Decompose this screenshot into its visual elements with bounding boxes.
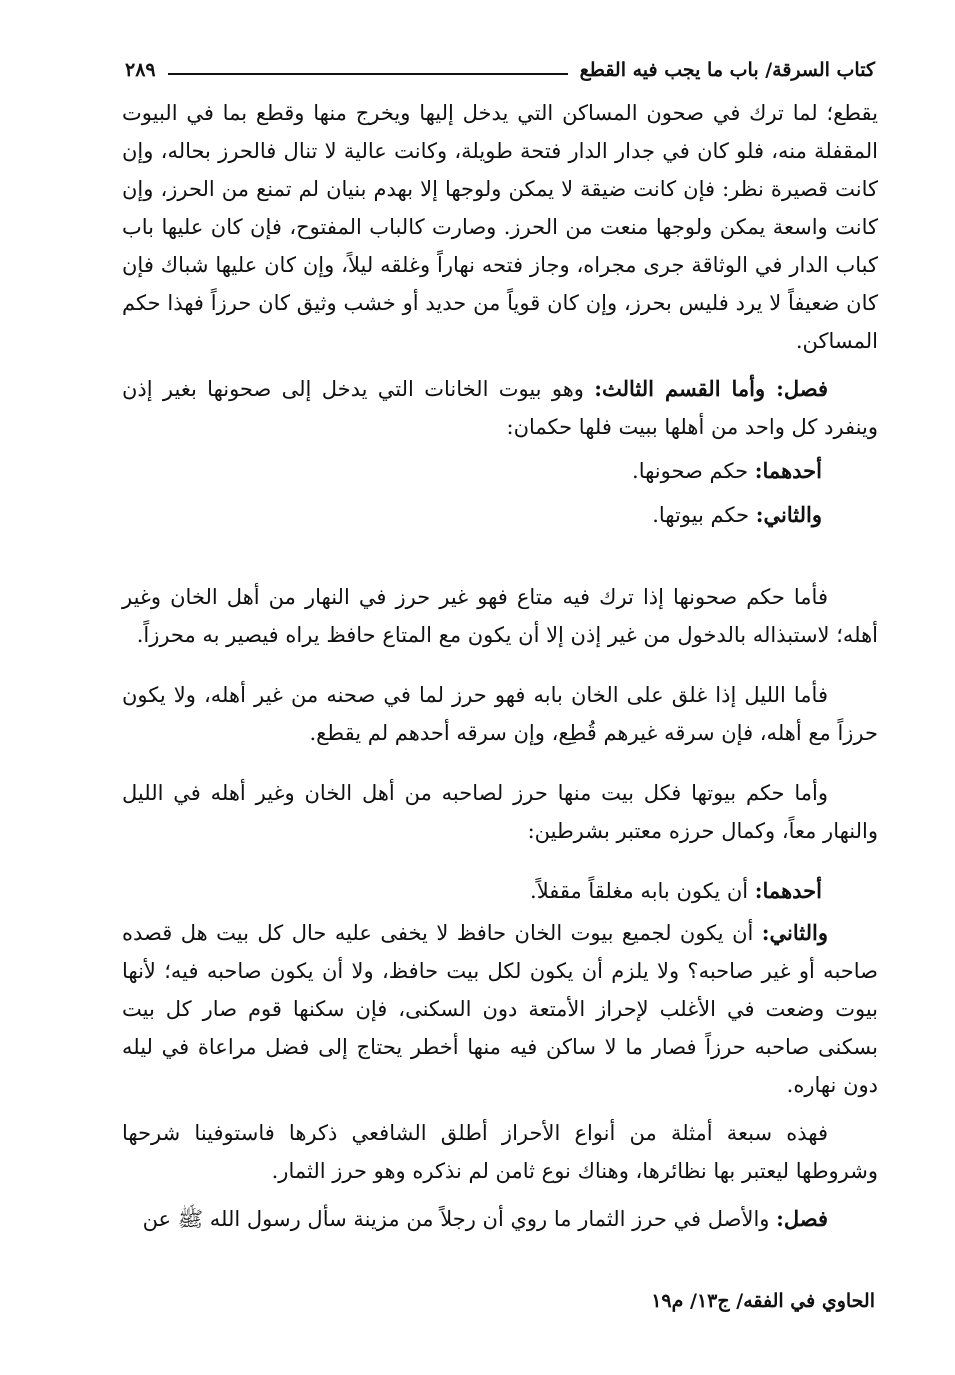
header-rule (168, 73, 568, 75)
paragraph-9: والثاني: أن يكون لجميع بيوت الخان حافظ لا يخفى عليه حال كل بيت هل قصده صاحبه أو غير صاحبه؟ ولا يلزم أن يكون لكل بيت حافظ، ولا أن يكون صاحبه فيه؛ لأنها بيوت وضعت في الأغلب لإحراز الأمتعة دون السكنى، فإن سكنها قوم صار كل بيت بسكنى صاحبه حرزاً فصار ما لا ساكن فيه منها أخطر يحتاج إلى فضل مراعاة في ليله دون نهاره. (122, 920, 878, 1097)
section-heading: فصل: وأما القسم الثالث: (594, 376, 828, 401)
header-title: كتاب السرقة/ باب ما يجب فيه القطع (579, 59, 875, 81)
paragraph-10: فهذه سبعة أمثلة من أنواع الأحراز أطلق الشافعي ذكرها فاستوفينا شرحها وشروطها ليعتبر بها نظائرها، وهناك نوع ثامن لم نذكره وهو حرز الثمار. (122, 1121, 878, 1183)
paragraph-5: فأما حكم صحونها إذا ترك فيه متاع فهو غير حرز في النهار من أهل الخان وغير أهله؛ لاستبذاله بالدخول من غير إذن إلا أن يكون مع المتاع حافظ يراه فيصير به محرزاً. (122, 585, 878, 647)
page-body (122, 94, 878, 1238)
paragraph-4: والثاني: حكم بيوتها. (652, 502, 822, 527)
paragraph-11: فصل: والأصل في حرز الثمار ما روي أن رجلاً من مزينة سأل رسول الله ﷺ عن (142, 1206, 828, 1231)
paragraph-3: أحدهما: حكم صحونها. (632, 458, 822, 483)
paragraph-8: أحدهما: أن يكون بابه مغلقاً مقفلاً. (530, 878, 822, 903)
paragraph-6: فأما الليل إذا غلق على الخان بابه فهو حرز لما في صحنه من غير أهله، ولا يكون حرزاً مع أهله، فإن سرقه غيرهم قُطِع، وإن سرقه أحدهم لم يقطع. (122, 683, 878, 745)
page-number: ٢٨٩ (125, 59, 156, 81)
running-header (125, 50, 875, 90)
page-footer: الحاوي في الفقه/ ج١٣/ م١٩ (651, 1290, 875, 1312)
paragraph-1: يقطع؛ لما ترك في صحون المساكن التي يدخل إليها ويخرج منها وقطع بما في البيوت المقفلة منه، فلو كان في جدار الدار فتحة طويلة، وكانت عالية لا تنال فالحرز بحاله، وإن كانت قصيرة نظر: فإن كانت ضيقة لا يمكن ولوجها إلا بهدم بنيان لم تمنع من الحرز، وإن كانت واسعة يمكن ولوجها منعت من الحرز. وصارت كالباب المفتوح، فإن كان عليها باب كباب الدار في الوثاقة جرى مجراه، وجاز فتحه نهاراً وغلقه ليلاً، وإن كان عليها شباك فإن كان ضعيفاً لا يرد فليس بحرز، وإن كان قوياً من حديد أو خشب وثيق كان حرزاً فهذا حكم المساكن. (122, 101, 878, 353)
paragraph-7: وأما حكم بيوتها فكل بيت منها حرز لصاحبه من أهل الخان وغير أهله في الليل والنهار معاً، وكمال حرزه معتبر بشرطين: (122, 781, 878, 843)
paragraph-2: فصل: وأما القسم الثالث: وهو بيوت الخانات التي يدخل إلى صحونها بغير إذن وينفرد كل واحد من أهلها ببيت فلها حكمان: (122, 376, 878, 439)
